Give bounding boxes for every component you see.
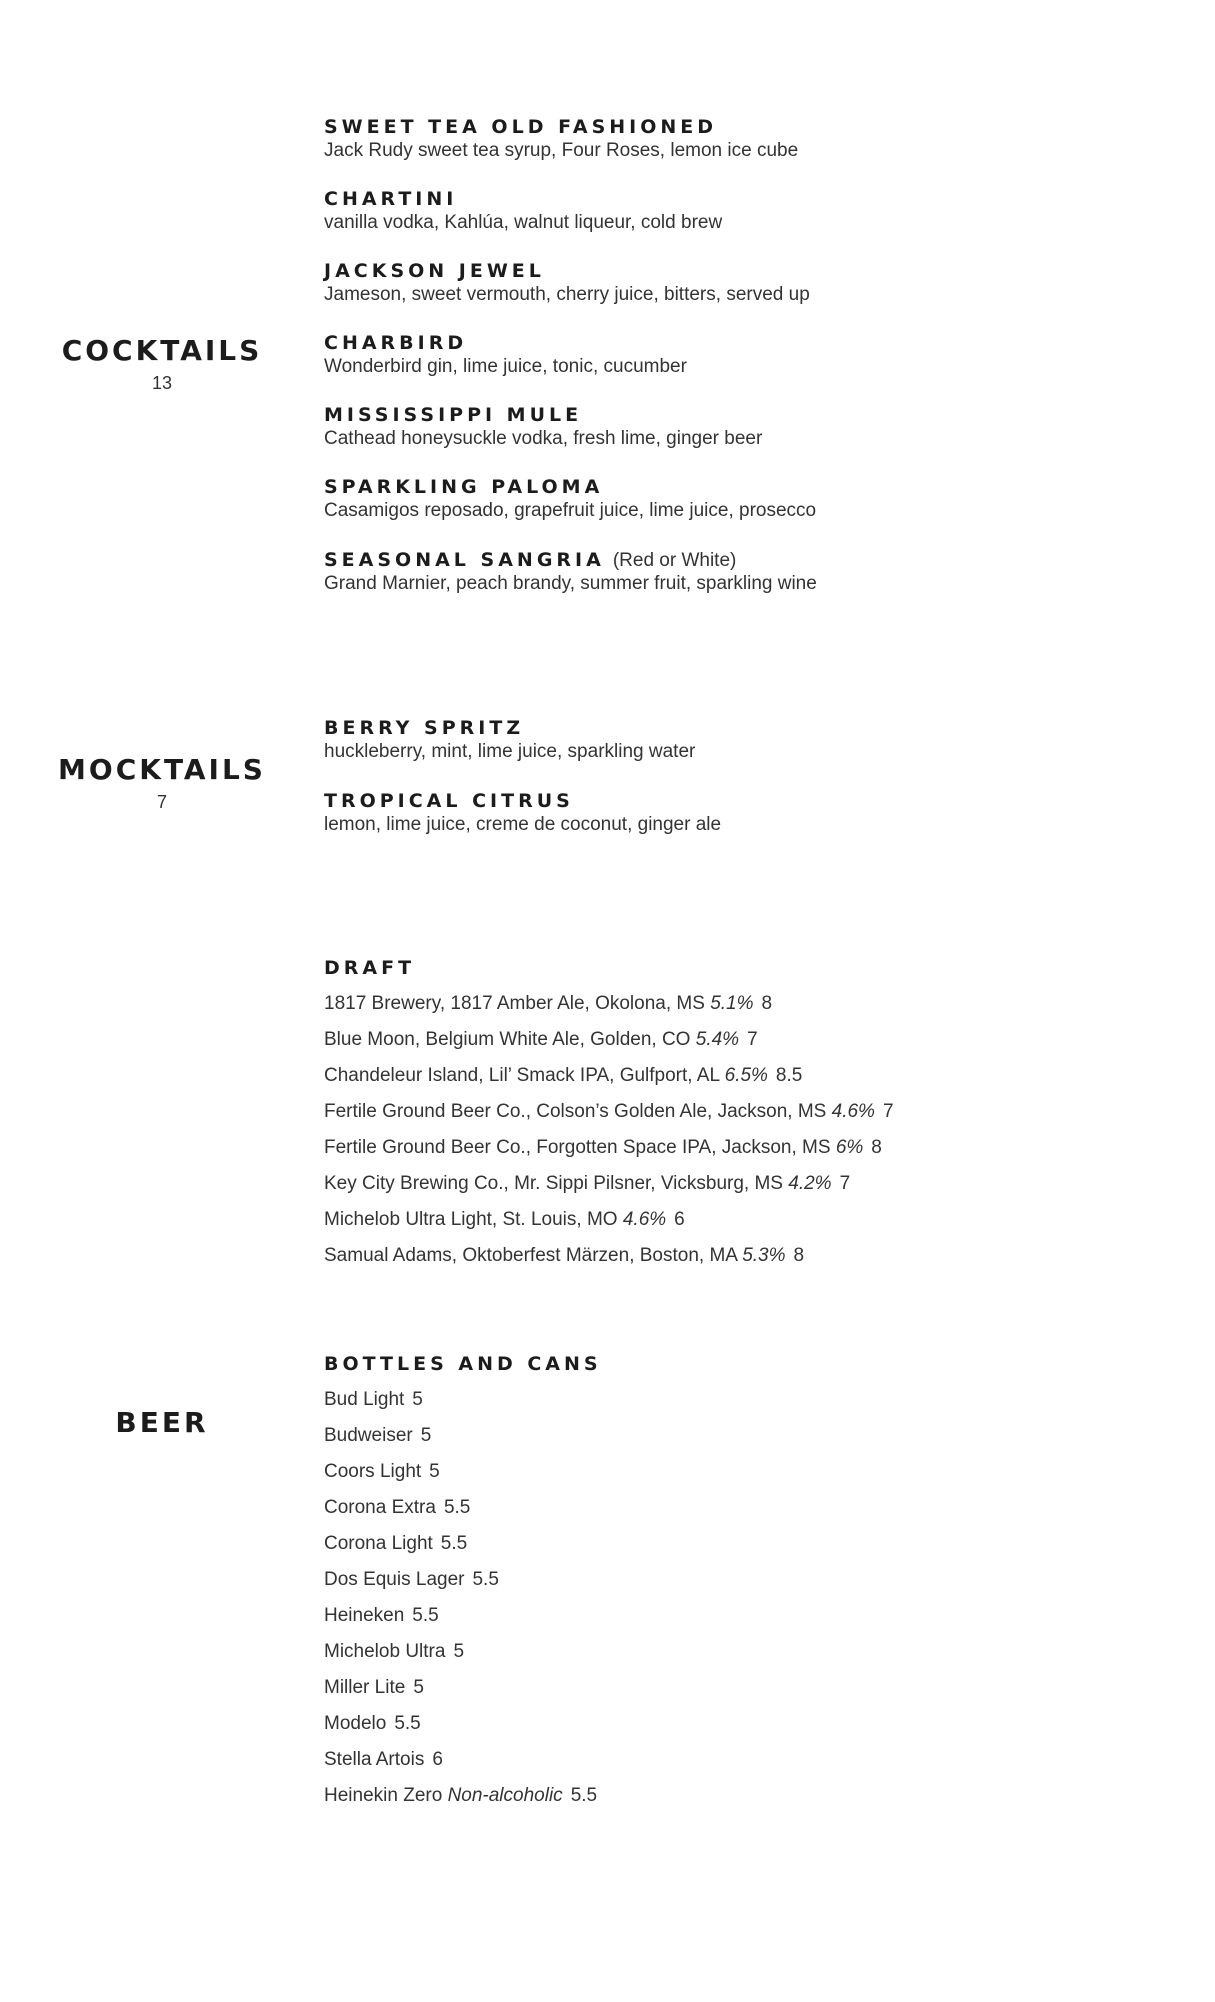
- cocktail-name: SEASONAL SANGRIA: [324, 549, 605, 571]
- mocktail-name: BERRY SPRITZ: [324, 717, 525, 739]
- draft-item: Michelob Ultra Light, St. Louis, MO 4.6% 6: [324, 1209, 685, 1230]
- mocktails-price: 7: [156, 792, 167, 812]
- cocktail-name: CHARBIRD: [324, 332, 468, 354]
- cocktails-price: 13: [151, 373, 173, 393]
- beer-title: BEER: [115, 1406, 209, 1439]
- bottle-item: Coors Light 5: [324, 1461, 440, 1482]
- bottle-item: Stella Artois 6: [324, 1749, 443, 1770]
- draft-heading: DRAFT: [324, 957, 416, 979]
- bottle-item: Corona Light 5.5: [324, 1533, 468, 1554]
- bottle-item: Budweiser 5: [324, 1425, 432, 1446]
- bottles-heading: BOTTLES AND CANS: [324, 1353, 602, 1375]
- bottle-item: Heineken 5.5: [324, 1605, 439, 1626]
- cocktail-name-row: [324, 548, 736, 573]
- draft-item: Key City Brewing Co., Mr. Sippi Pilsner, Vicksburg, MS 4.2% 7: [324, 1173, 851, 1194]
- cocktail-desc: Grand Marnier, peach brandy, summer fruit, sparkling wine: [324, 573, 817, 594]
- bottle-item: Dos Equis Lager 5.5: [324, 1569, 499, 1590]
- cocktail-desc: Jack Rudy sweet tea syrup, Four Roses, lemon ice cube: [324, 140, 799, 161]
- mocktails-title: MOCKTAILS: [58, 753, 266, 786]
- cocktails-title: COCKTAILS: [61, 334, 263, 367]
- draft-item: Fertile Ground Beer Co., Forgotten Space IPA, Jackson, MS 6% 8: [324, 1137, 882, 1158]
- mocktail-name: TROPICAL CITRUS: [324, 790, 574, 812]
- cocktail-note: (Red or White): [612, 550, 737, 571]
- bottle-item: Modelo 5.5: [324, 1713, 421, 1734]
- mocktail-desc: lemon, lime juice, creme de coconut, ginger ale: [324, 814, 722, 835]
- draft-item: Chandeleur Island, Lil’ Smack IPA, Gulfport, AL 6.5% 8.5: [324, 1065, 803, 1086]
- cocktail-name: JACKSON JEWEL: [324, 260, 545, 282]
- cocktail-desc: Wonderbird gin, lime juice, tonic, cucumber: [324, 356, 687, 377]
- cocktail-name: MISSISSIPPI MULE: [324, 404, 583, 426]
- cocktail-desc: Casamigos reposado, grapefruit juice, lime juice, prosecco: [324, 500, 817, 521]
- bottle-item: Miller Lite 5: [324, 1677, 424, 1698]
- bottle-item: Michelob Ultra 5: [324, 1641, 465, 1662]
- cocktail-name: SWEET TEA OLD FASHIONED: [324, 116, 718, 138]
- mocktail-desc: huckleberry, mint, lime juice, sparkling water: [324, 741, 696, 762]
- draft-item: Blue Moon, Belgium White Ale, Golden, CO 5.4% 7: [324, 1029, 758, 1050]
- bottle-item: Corona Extra 5.5: [324, 1497, 471, 1518]
- draft-item: Fertile Ground Beer Co., Colson’s Golden Ale, Jackson, MS 4.6% 7: [324, 1101, 894, 1122]
- cocktail-name: SPARKLING PALOMA: [324, 476, 604, 498]
- cocktail-desc: vanilla vodka, Kahlúa, walnut liqueur, cold brew: [324, 212, 723, 233]
- draft-item: 1817 Brewery, 1817 Amber Ale, Okolona, MS 5.1% 8: [324, 993, 773, 1014]
- draft-item: Samual Adams, Oktoberfest Märzen, Boston, MA 5.3% 8: [324, 1245, 805, 1266]
- cocktail-desc: Cathead honeysuckle vodka, fresh lime, ginger beer: [324, 428, 763, 449]
- cocktail-desc: Jameson, sweet vermouth, cherry juice, bitters, served up: [324, 284, 810, 305]
- bottle-item: Bud Light 5: [324, 1389, 423, 1410]
- bottle-item: Heinekin Zero Non-alcoholic 5.5: [324, 1785, 598, 1806]
- cocktail-name: CHARTINI: [324, 188, 458, 210]
